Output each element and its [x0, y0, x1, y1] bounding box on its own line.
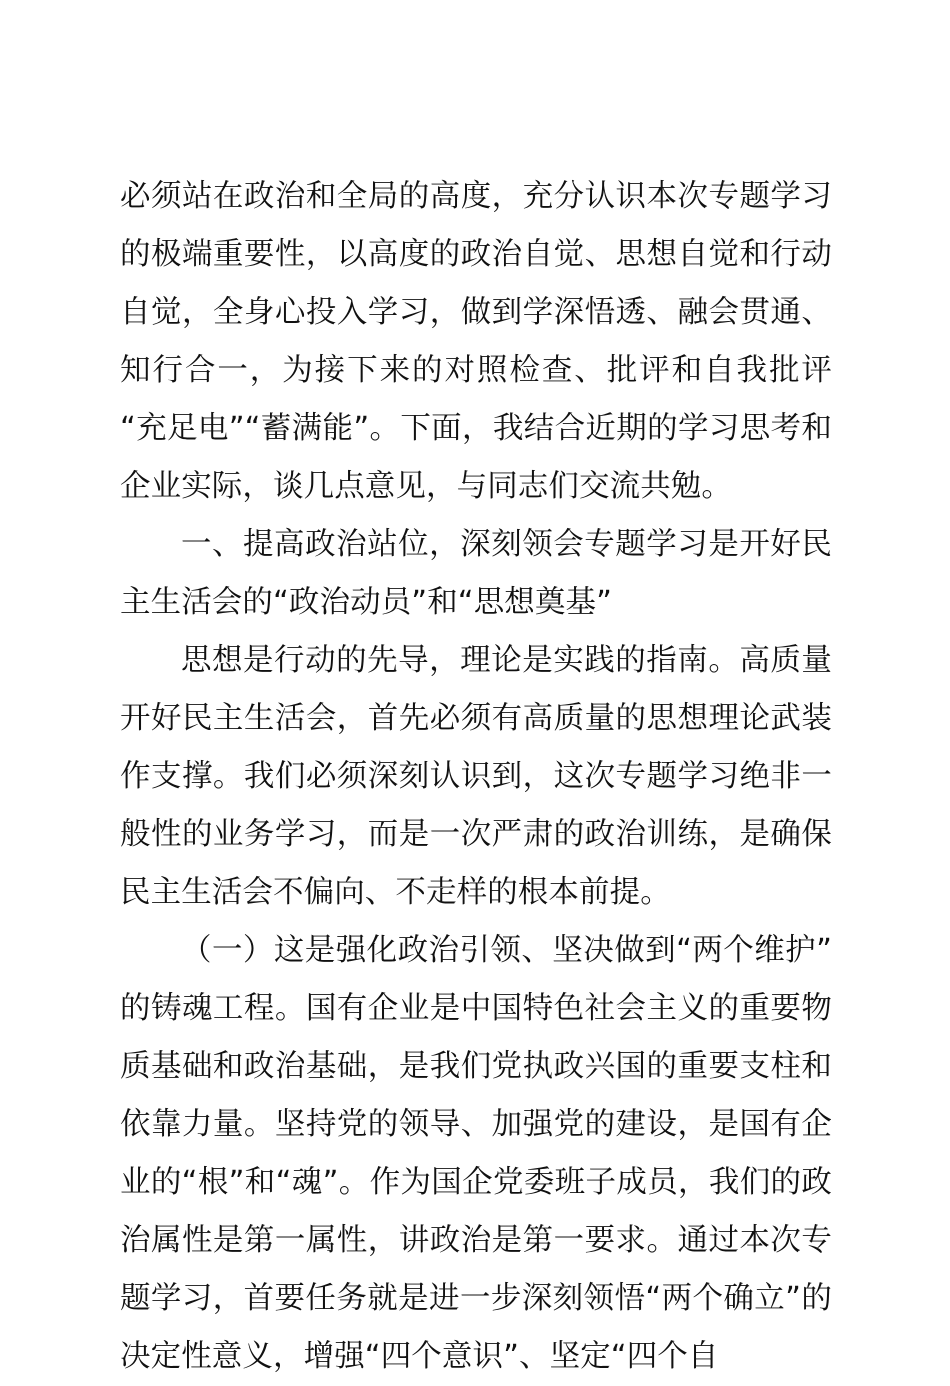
- paragraph-body-thought-is-guide: 思想是行动的先导，理论是实践的指南。高质量开好民主生活会，首先必须有高质量的思想理论武装作支撑。我们必须深刻认识到，这次专题学习绝非一般性的业务学习，而是一次严肃的政治训练，是确保民主生活会不偏向、不走样的根本前提。: [120, 643, 832, 910]
- section-heading-one: 一、提高政治站位，深刻领会专题学习是开好民主生活会的“政治动员”和“思想奠基”: [120, 527, 832, 620]
- paragraph-continued-from-previous-page: 必须站在政治和全局的高度，充分认识本次专题学习的极端重要性，以高度的政治自觉、思想自觉和行动自觉，全身心投入学习，做到学深悟透、融会贯通、知行合一，为接下来的对照检查、批评和自我批评“充足电”“蓄满能”。下面，我结合近期的学习思考和企业实际，谈几点意见，与同志们交流共勉。: [120, 179, 832, 504]
- paragraph-body-subsection-one: （一）这是强化政治引领、坚决做到“两个维护”的铸魂工程。国有企业是中国特色社会主义的重要物质基础和政治基础，是我们党执政兴国的重要支柱和依靠力量。坚持党的领导、加强党的建设，是国有企业的“根”和“魂”。作为国企党委班子成员，我们的政治属性是第一属性，讲政治是第一要求。通过本次专题学习，首要任务就是进一步深刻领悟“两个确立”的决定性意义，增强“四个意识”、坚定“四个自: [120, 933, 832, 1374]
- page-text-block: [120, 168, 832, 1386]
